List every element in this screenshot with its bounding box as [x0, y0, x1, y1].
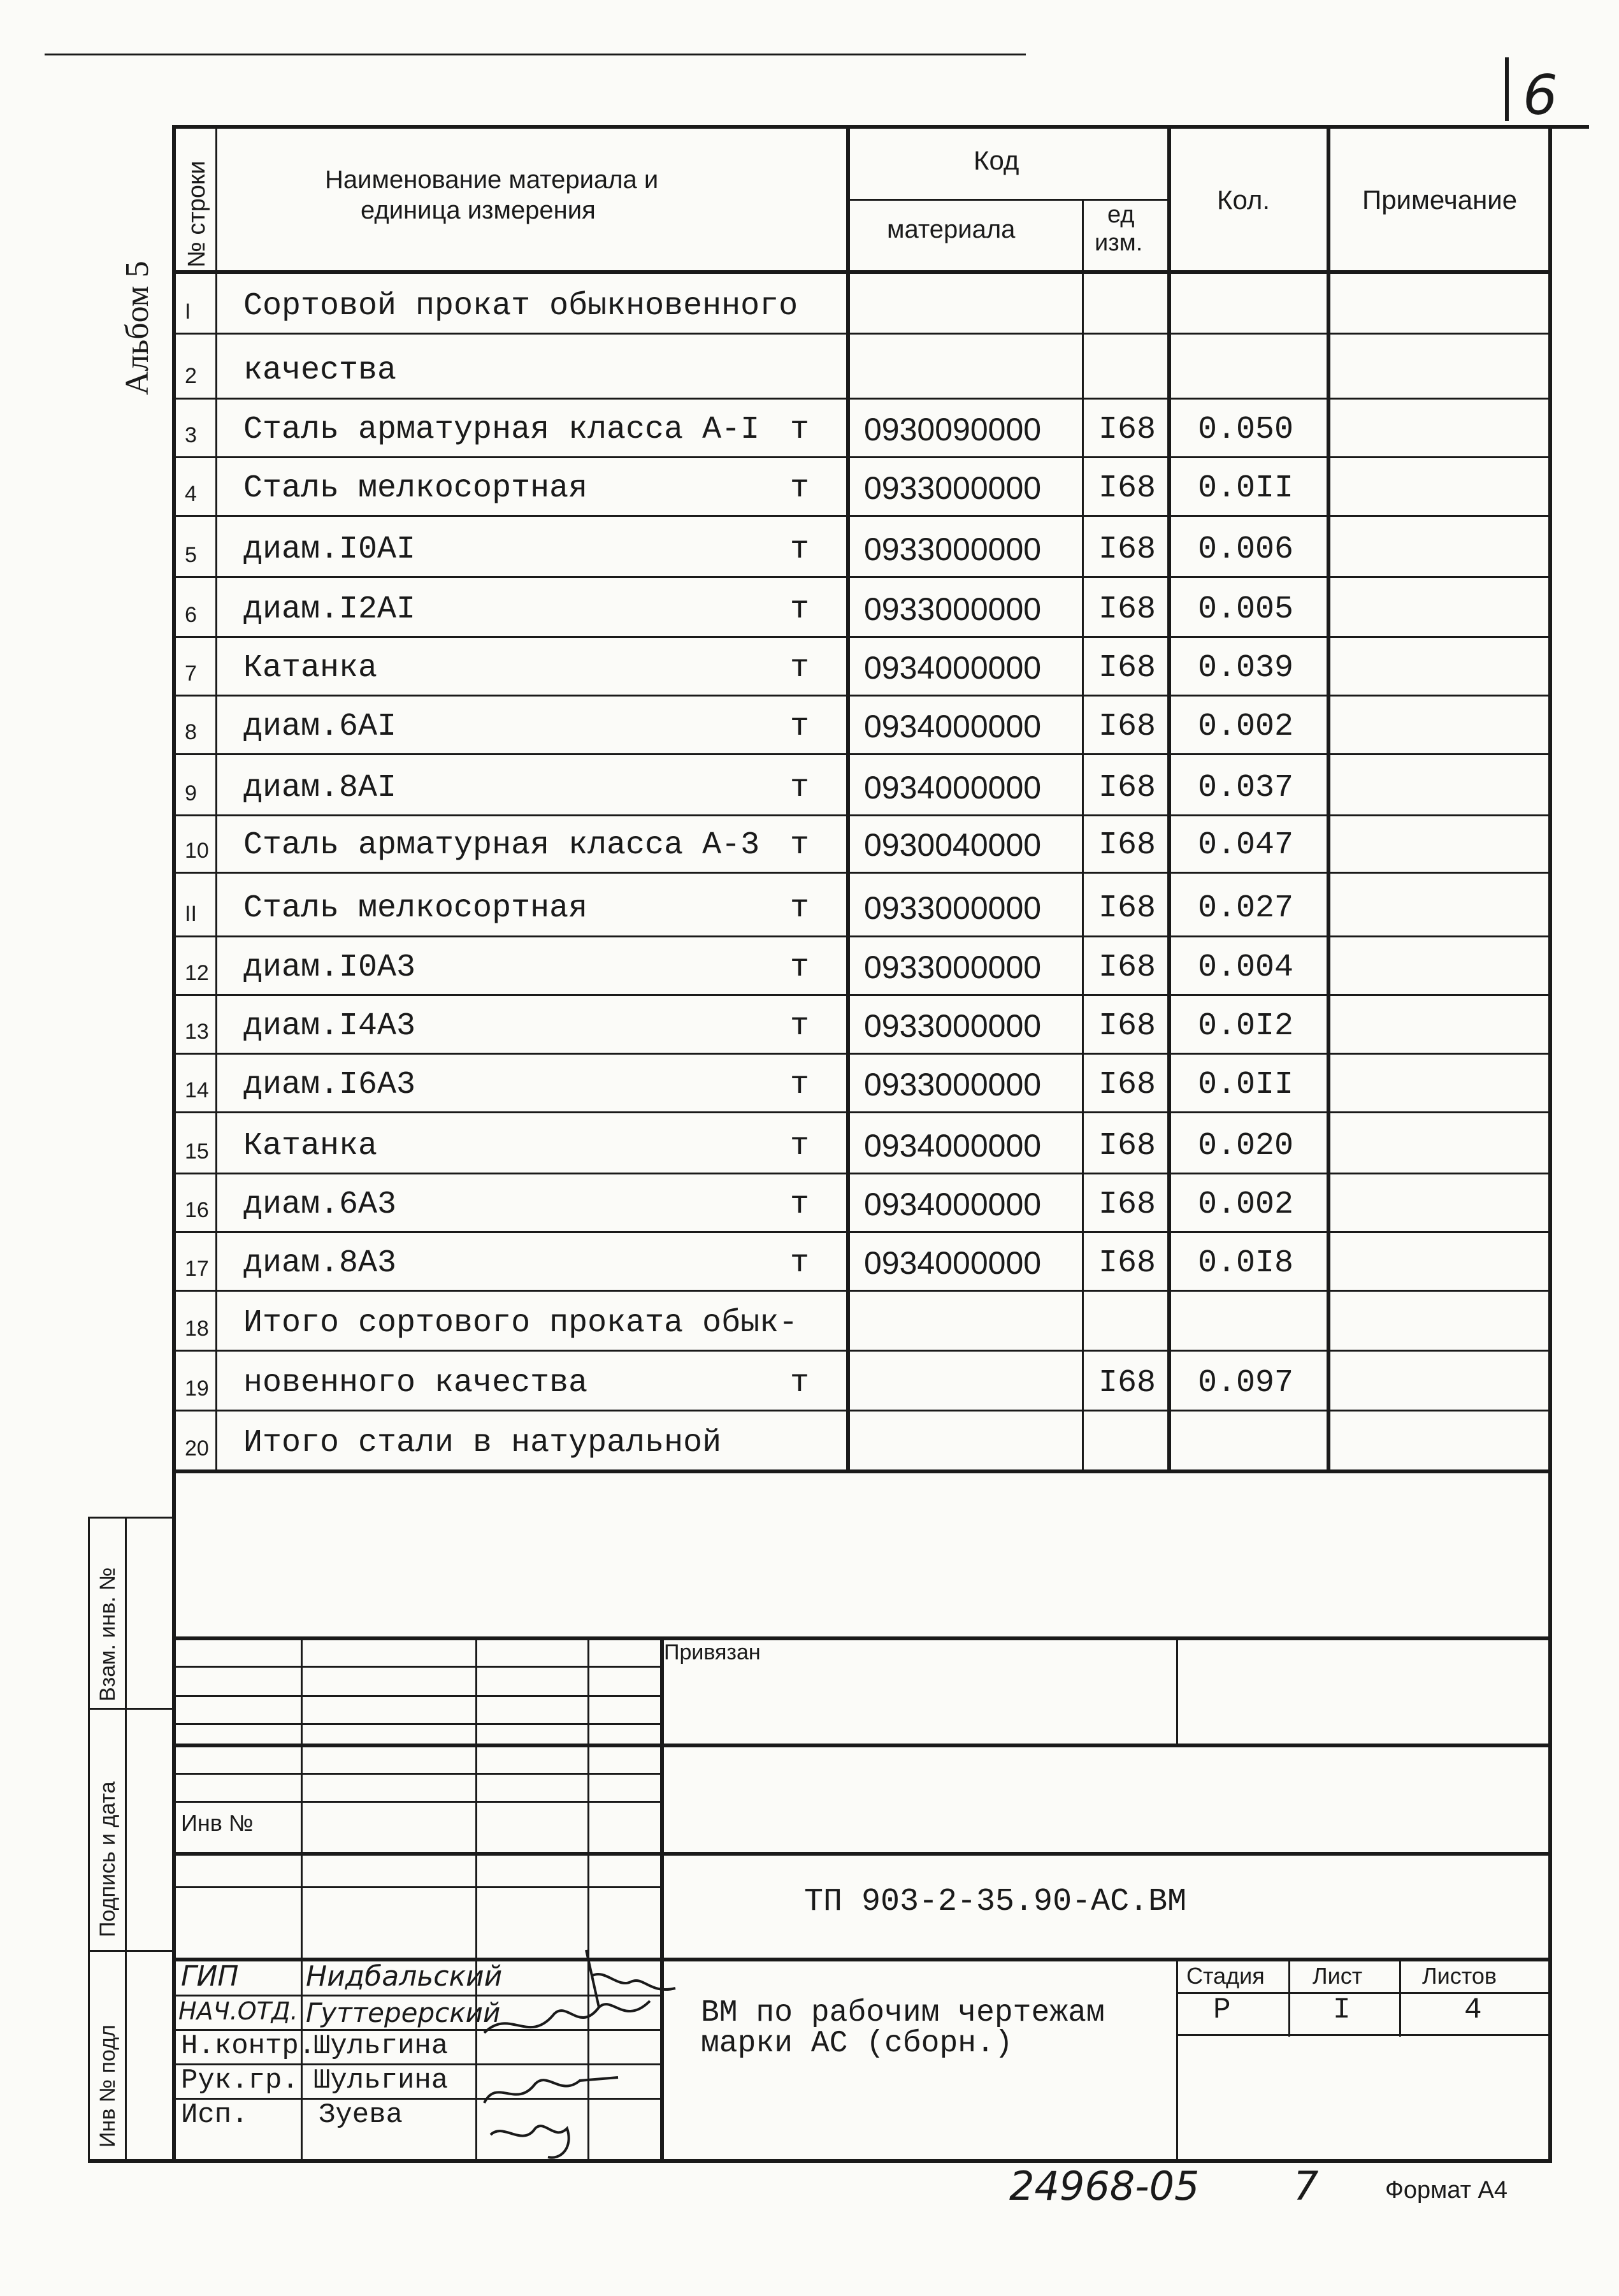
- signer-role-gip: ГИП: [181, 1960, 239, 1993]
- table-row: [0, 1053, 1619, 1111]
- row-material-name: Итого стали в натуральной: [243, 1425, 722, 1461]
- row-material-code: 0933000000: [864, 1067, 1042, 1102]
- header-note: Примечание: [1362, 185, 1518, 215]
- signer-role-n-kontr: Н.контр.: [181, 2030, 316, 2062]
- row-number: 19: [185, 1376, 209, 1401]
- row-material-name: диам.I2AI: [243, 591, 416, 628]
- row-material-code: 0934000000: [864, 709, 1042, 744]
- row-unit-code: I68: [1098, 531, 1156, 568]
- row-unit-code: I68: [1098, 1128, 1156, 1164]
- row-unit: т: [790, 531, 810, 568]
- frame-top: [172, 125, 1589, 129]
- tb-row-f: [172, 1801, 660, 1803]
- row-material-code: 0930040000: [864, 827, 1042, 863]
- row-number: 2: [185, 364, 197, 388]
- table-row: [0, 994, 1619, 1053]
- table-row: [0, 753, 1619, 814]
- signer-name-ruk-gr: Шульгина: [313, 2065, 449, 2097]
- header-code: Код: [974, 145, 1019, 175]
- side-stamp-podpis: Подпись и дата: [96, 1781, 120, 1937]
- row-number: 20: [185, 1436, 209, 1461]
- row-unit: т: [790, 770, 810, 806]
- side-stamp-top: [88, 1517, 173, 1519]
- row-number: II: [185, 902, 197, 926]
- tb-row-c: [172, 1723, 660, 1725]
- tb-row-h: [172, 1886, 660, 1888]
- row-unit: т: [790, 949, 810, 986]
- row-material-code: 0933000000: [864, 949, 1042, 985]
- side-album-label: Альбом 5: [119, 261, 155, 395]
- row-number: 8: [185, 720, 197, 744]
- row-material-code: 0934000000: [864, 650, 1042, 686]
- row-quantity: 0.050: [1198, 412, 1294, 448]
- row-quantity: 0.006: [1198, 531, 1294, 568]
- signer-role-ruk-gr: Рук.гр.: [181, 2065, 299, 2097]
- signer-name-n-kontr: Шульгина: [313, 2030, 449, 2062]
- row-unit: т: [790, 1245, 810, 1282]
- side-stamp-div-1: [88, 1708, 173, 1710]
- row-unit: т: [790, 412, 810, 448]
- table-row: [0, 935, 1619, 994]
- row-material-code: 0934000000: [864, 770, 1042, 805]
- tb-row-d: [172, 1744, 1552, 1747]
- table-row: [0, 872, 1619, 935]
- copy-number: 7: [1293, 2163, 1319, 2209]
- table-row: [0, 814, 1619, 872]
- inv-no-label: Инв №: [181, 1810, 254, 1836]
- row-quantity: 0.005: [1198, 591, 1294, 628]
- row-quantity: 0.027: [1198, 890, 1294, 927]
- header-code-material: материала: [887, 215, 1016, 243]
- row-material-name: Итого сортового проката обык-: [243, 1305, 798, 1341]
- signature-scribbles: [471, 1937, 752, 2167]
- row-quantity: 0.0I8: [1198, 1245, 1294, 1282]
- row-quantity: 0.0II: [1198, 470, 1294, 507]
- table-row: [0, 456, 1619, 515]
- row-number: 12: [185, 961, 209, 985]
- row-material-name: Катанка: [243, 1128, 378, 1164]
- row-material-code: 0934000000: [864, 1245, 1042, 1281]
- row-material-name: Сталь арматурная класса А-I: [243, 412, 760, 448]
- frame-bottom: [88, 2159, 1552, 2163]
- tb-row-a: [172, 1666, 660, 1668]
- stage-col-left: [1176, 1958, 1178, 2159]
- row-number: 16: [185, 1198, 209, 1222]
- row-number: 18: [185, 1317, 209, 1341]
- side-stamp-inv-podl: Инв № подл: [96, 2025, 120, 2148]
- row-unit-code: I68: [1098, 1365, 1156, 1401]
- row-number: 15: [185, 1139, 209, 1164]
- stage-label: Стадия: [1186, 1963, 1265, 1989]
- table-row: [0, 398, 1619, 456]
- tb-row-b: [172, 1695, 660, 1697]
- signer-role-nach-otd: НАЧ.ОТД.: [178, 1997, 298, 2025]
- row-material-name: диам.I6A3: [243, 1067, 416, 1103]
- row-material-code: 0933000000: [864, 890, 1042, 926]
- row-quantity: 0.047: [1198, 827, 1294, 863]
- sheets-label: Листов: [1422, 1963, 1497, 1989]
- row-unit-code: I68: [1098, 470, 1156, 507]
- stage-value: Р: [1213, 1993, 1231, 2026]
- page-number: 6: [1523, 64, 1558, 127]
- row-material-name: Сталь мелкосортная: [243, 470, 588, 507]
- row-material-name: качества: [243, 352, 397, 389]
- signer-name-nach-otd: Гуттерерский: [306, 1997, 501, 2028]
- row-number: 9: [185, 781, 197, 805]
- row-material-name: диам.I0A3: [243, 949, 416, 986]
- row-unit-code: I68: [1098, 890, 1156, 927]
- row-material-code: 0930090000: [864, 412, 1042, 447]
- tb-row-e: [172, 1773, 660, 1775]
- row-unit-code: I68: [1098, 1245, 1156, 1282]
- stage-row-2: [1176, 2034, 1552, 2036]
- table-bottom-line: [172, 1469, 1552, 1473]
- row-number: 4: [185, 482, 197, 506]
- row-quantity: 0.002: [1198, 1187, 1294, 1223]
- drawing-title-line1: ВМ по рабочим чертежам: [701, 1996, 1105, 2030]
- row-quantity: 0.004: [1198, 949, 1294, 986]
- row-unit: т: [790, 709, 810, 745]
- row-material-name: диам.8AI: [243, 770, 397, 806]
- row-number: 13: [185, 1020, 209, 1044]
- row-unit-code: I68: [1098, 709, 1156, 745]
- row-unit: т: [790, 1128, 810, 1164]
- archive-number: 24968-05: [1009, 2163, 1200, 2209]
- row-unit: т: [790, 650, 810, 686]
- table-row: [0, 1111, 1619, 1173]
- row-unit: т: [790, 591, 810, 628]
- row-material-name: диам.6AI: [243, 709, 397, 745]
- sheets-value: 4: [1464, 1993, 1482, 2026]
- table-row: [0, 695, 1619, 753]
- tb-col-1: [301, 1636, 303, 2159]
- header-code-unit-1: ед: [1107, 201, 1135, 228]
- tb-row-g: [172, 1852, 1552, 1856]
- format-label: Формат А4: [1385, 2177, 1508, 2204]
- row-material-code: 0934000000: [864, 1187, 1042, 1222]
- row-number: 17: [185, 1257, 209, 1281]
- row-material-code: 0933000000: [864, 531, 1042, 567]
- top-scan-line: [45, 54, 1026, 55]
- row-material-name: новенного качества: [243, 1365, 588, 1401]
- table-row: [0, 1350, 1619, 1410]
- row-material-name: диам.6A3: [243, 1187, 397, 1223]
- page-number-divider: [1505, 57, 1509, 121]
- stage-col-right: [1399, 1958, 1401, 2037]
- signer-role-isp: Исп.: [181, 2099, 248, 2131]
- table-row: [0, 515, 1619, 576]
- row-unit: т: [790, 470, 810, 507]
- signer-name-gip: Нидбальский: [306, 1960, 503, 1993]
- sheet-value: I: [1333, 1993, 1351, 2026]
- header-code-unit-2: изм.: [1095, 229, 1143, 256]
- row-number: 14: [185, 1078, 209, 1102]
- row-unit-code: I68: [1098, 770, 1156, 806]
- tb-privyazan-right: [1176, 1636, 1178, 1745]
- row-number: 6: [185, 603, 197, 627]
- row-unit: т: [790, 1365, 810, 1401]
- row-material-name: диам.8A3: [243, 1245, 397, 1282]
- side-stamp-inner-mid: [125, 1517, 127, 2160]
- row-material-name: диам.I0AI: [243, 531, 416, 568]
- privyazan-label: Привязан: [664, 1640, 761, 1664]
- row-unit: т: [790, 1067, 810, 1103]
- row-unit: т: [790, 890, 810, 927]
- header-name-line1: Наименование материала и: [325, 166, 659, 194]
- stage-row-1: [1176, 1992, 1552, 1994]
- row-number: 3: [185, 423, 197, 447]
- stage-col-mid: [1288, 1958, 1290, 2037]
- table-row: [0, 274, 1619, 333]
- side-stamp-div-2: [88, 1950, 173, 1952]
- row-material-name: диам.I4A3: [243, 1008, 416, 1044]
- row-material-name: Катанка: [243, 650, 378, 686]
- row-material-code: 0934000000: [864, 1128, 1042, 1164]
- row-unit-code: I68: [1098, 827, 1156, 863]
- table-row: [0, 333, 1619, 398]
- table-row: [0, 1290, 1619, 1350]
- side-stamp-vzam: Взам. инв. №: [96, 1567, 120, 1701]
- title-block-top: [172, 1636, 1552, 1640]
- row-unit-code: I68: [1098, 591, 1156, 628]
- row-unit: т: [790, 1187, 810, 1223]
- row-number: 7: [185, 661, 197, 686]
- row-unit-code: I68: [1098, 412, 1156, 448]
- row-number: 10: [185, 839, 209, 863]
- row-material-code: 0933000000: [864, 591, 1042, 627]
- row-quantity: 0.097: [1198, 1365, 1294, 1401]
- row-quantity: 0.039: [1198, 650, 1294, 686]
- row-unit-code: I68: [1098, 650, 1156, 686]
- row-unit-code: I68: [1098, 949, 1156, 986]
- row-unit-code: I68: [1098, 1187, 1156, 1223]
- row-quantity: 0.037: [1198, 770, 1294, 806]
- table-row: [0, 1410, 1619, 1469]
- table-row: [0, 576, 1619, 636]
- side-stamp-inner-left: [88, 1517, 90, 2160]
- document-code: ТП 903-2-35.90-АС.ВМ: [804, 1884, 1187, 1920]
- row-material-name: Сталь арматурная класса А-3: [243, 827, 760, 863]
- row-number: 5: [185, 543, 197, 567]
- table-row: [0, 636, 1619, 695]
- row-unit-code: I68: [1098, 1008, 1156, 1044]
- row-unit: т: [790, 1008, 810, 1044]
- header-qty: Кол.: [1217, 185, 1270, 215]
- signer-name-isp: Зуева: [319, 2099, 403, 2131]
- table-row: [0, 1231, 1619, 1290]
- row-quantity: 0.020: [1198, 1128, 1294, 1164]
- row-unit-code: I68: [1098, 1067, 1156, 1103]
- row-unit: т: [790, 827, 810, 863]
- table-row: [0, 1173, 1619, 1231]
- row-material-code: 0933000000: [864, 470, 1042, 506]
- row-material-name: Сортовой прокат обыкновенного: [243, 288, 798, 324]
- header-name-line2: единица измерения: [361, 196, 596, 224]
- row-material-name: Сталь мелкосортная: [243, 890, 588, 927]
- row-number: I: [185, 300, 191, 324]
- sheet-label: Лист: [1313, 1963, 1363, 1989]
- row-quantity: 0.0II: [1198, 1067, 1294, 1103]
- header-row-no: № строки: [183, 161, 210, 268]
- row-quantity: 0.002: [1198, 709, 1294, 745]
- row-material-code: 0933000000: [864, 1008, 1042, 1044]
- drawing-title-line2: марки АС (сборн.): [701, 2026, 1013, 2061]
- header-code-split: [846, 199, 1167, 201]
- row-quantity: 0.0I2: [1198, 1008, 1294, 1044]
